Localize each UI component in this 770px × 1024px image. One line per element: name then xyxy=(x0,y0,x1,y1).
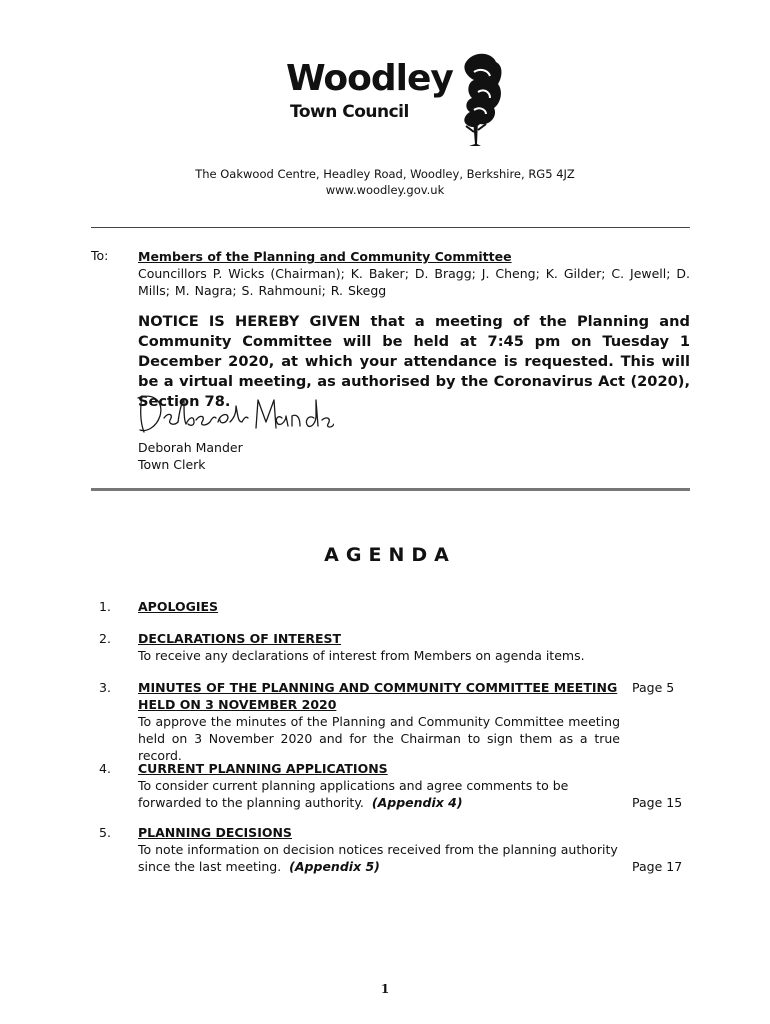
agenda-item-description xyxy=(138,777,620,811)
page-number: 1 xyxy=(380,982,390,996)
agenda-item-number: 3. xyxy=(99,680,111,695)
agenda-item-number: 2. xyxy=(99,631,111,646)
agenda-item-title: APOLOGIES xyxy=(138,599,219,614)
agenda-item-body xyxy=(138,760,620,811)
agenda-item-body xyxy=(138,824,620,875)
agenda-item-body xyxy=(138,598,620,615)
agenda-item-description-text: To note information on decision notices received from the planning authority since the last meeting. xyxy=(138,842,618,874)
agenda-item-title: CURRENT PLANNING APPLICATIONS xyxy=(138,761,388,776)
council-website: www.woodley.gov.uk xyxy=(325,183,445,197)
clerk-name: Deborah Mander xyxy=(138,440,243,455)
to-label: To: xyxy=(91,248,109,263)
agenda-item-title: PLANNING DECISIONS xyxy=(138,825,292,840)
agenda-item-body xyxy=(138,679,620,764)
agenda-item-number: 4. xyxy=(99,761,111,776)
meeting-notice: NOTICE IS HEREBY GIVEN that a meeting of the Planning and Community Committee will be held at 7:45 pm on Tuesday 1 December 2020, at which your attendance is requested. This will be a virtual meeting, as authorised by the Coronavirus Act (2020), Section 78. xyxy=(138,313,690,410)
address-block xyxy=(0,166,770,198)
agenda-item-number: 5. xyxy=(99,825,111,840)
logo-wordmark: Woodley xyxy=(286,58,453,99)
header-divider xyxy=(91,227,690,228)
clerk-title: Town Clerk xyxy=(138,457,206,472)
agenda-item-description: To approve the minutes of the Planning and Community Committee meeting held on 3 November 2020 and for the Chairman to sign them as a true record. xyxy=(138,714,620,763)
recipients-heading: Members of the Planning and Community Committee xyxy=(138,249,512,264)
agenda-item-page: Page 5 xyxy=(632,680,675,695)
council-address: The Oakwood Centre, Headley Road, Woodley, Berkshire, RG5 4JZ xyxy=(195,167,575,181)
agenda-item-body xyxy=(138,630,638,664)
clerk-signoff xyxy=(138,439,243,473)
agenda-item-number: 1. xyxy=(99,599,111,614)
oak-tree-icon xyxy=(444,48,504,148)
section-divider xyxy=(91,488,690,491)
agenda-item-title: DECLARATIONS OF INTEREST xyxy=(138,631,342,646)
recipients-block xyxy=(138,248,690,299)
agenda-heading: AGENDA xyxy=(324,544,456,566)
agenda-item-description xyxy=(138,841,620,875)
recipients-members: Councillors P. Wicks (Chairman); K. Baker; D. Bragg; J. Cheng; K. Gilder; C. Jewell; D. Mills; M. Nagra; S. Rahmouni; R. Skegg xyxy=(138,266,690,298)
appendix-reference: (Appendix 4) xyxy=(371,795,463,810)
logo-subtitle: Town Council xyxy=(290,102,409,122)
council-logo xyxy=(286,48,506,148)
handwritten-signature xyxy=(134,388,334,440)
agenda-item-title: MINUTES OF THE PLANNING AND COMMUNITY COMMITTEE MEETING HELD ON 3 NOVEMBER 2020 xyxy=(138,680,618,712)
agenda-item-page: Page 17 xyxy=(632,859,683,874)
agenda-item-description: To receive any declarations of interest from Members on agenda items. xyxy=(138,648,585,663)
agenda-item-description-text: To consider current planning applications and agree comments to be forwarded to the planning authority. xyxy=(138,778,569,810)
appendix-reference: (Appendix 5) xyxy=(289,859,380,874)
agenda-item-page: Page 15 xyxy=(632,795,683,810)
